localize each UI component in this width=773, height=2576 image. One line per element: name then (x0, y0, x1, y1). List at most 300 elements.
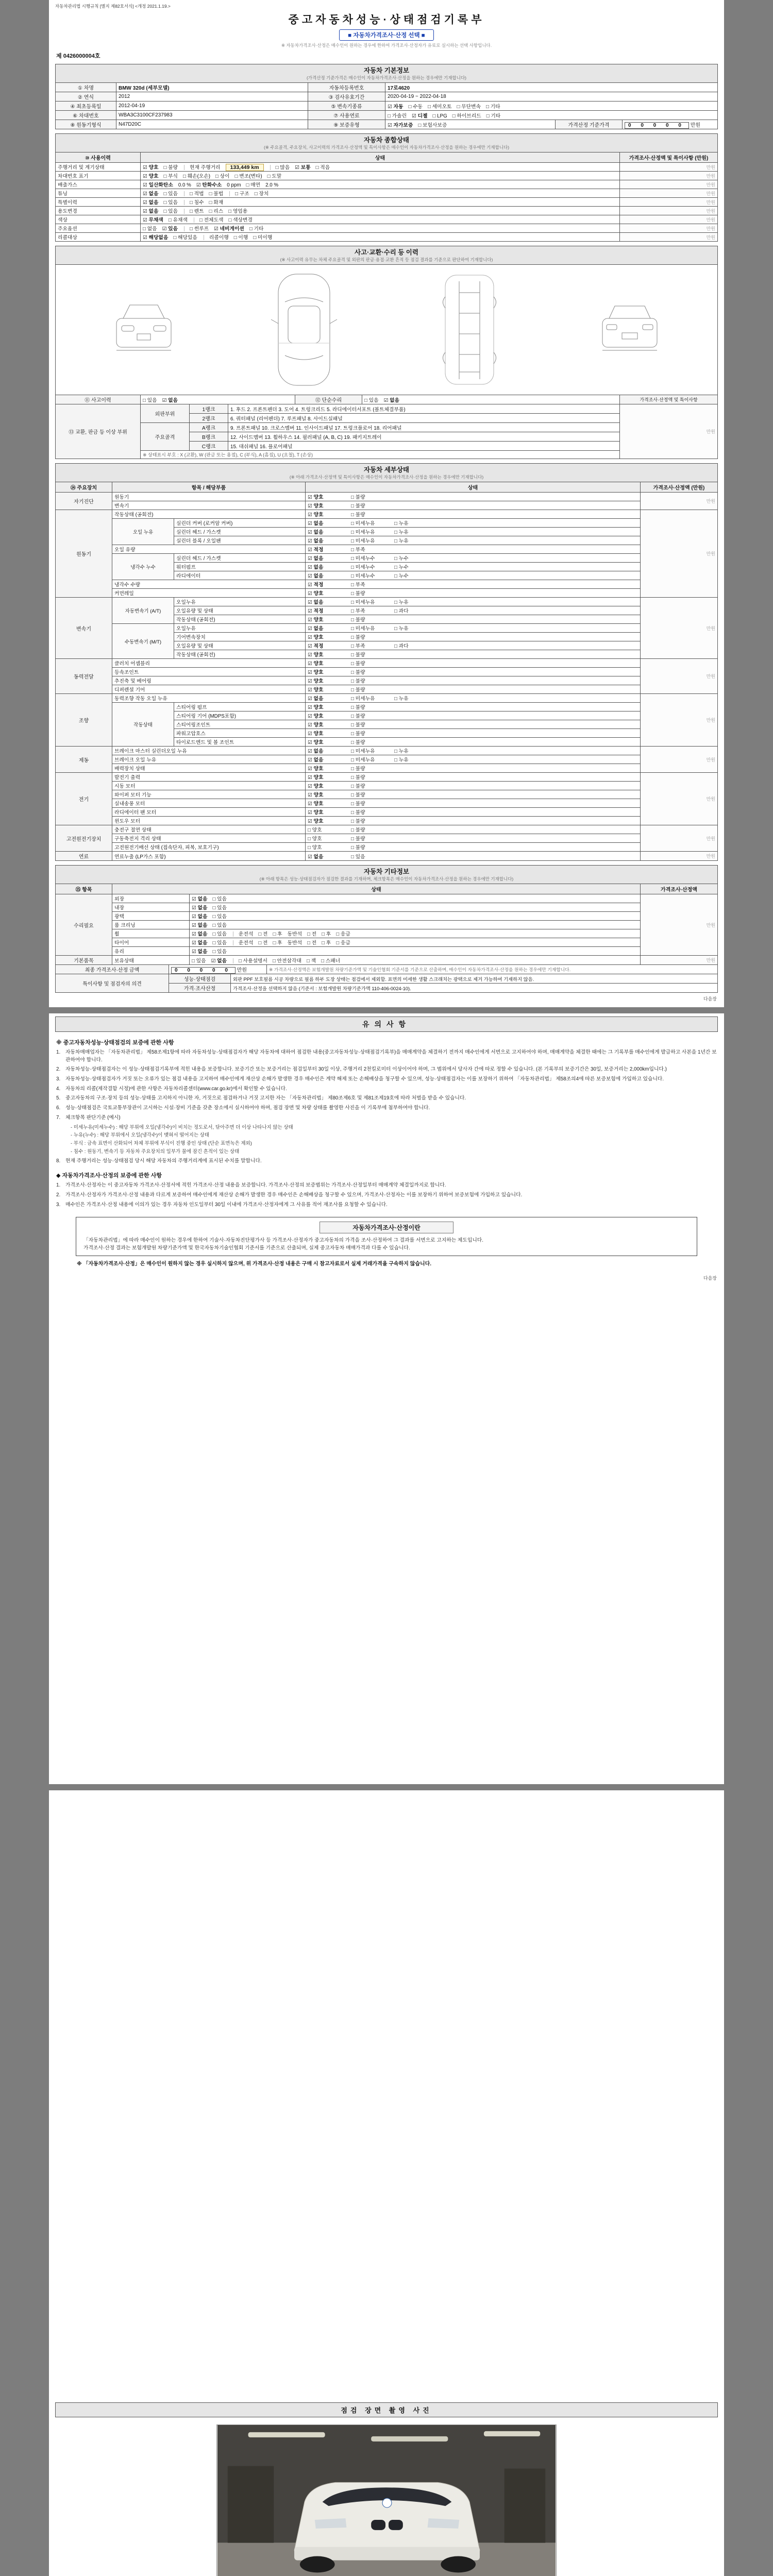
checkbox-unchecked[interactable]: □ 있음 (192, 958, 206, 964)
checkbox-unchecked[interactable]: □ 미세누수 (351, 573, 375, 579)
checkbox-checked[interactable]: ☑ 네비게이션 (214, 226, 244, 232)
checkbox-unchecked[interactable]: □ 누유 (394, 530, 409, 535)
table-row (56, 676, 718, 685)
price-survey-bold-note: ※ 「자동차가격조사·산정」은 매수인이 원하지 않는 경우 실시하지 않으며, 위 가격조사·산정 내용은 구매 시 참고자료로서 실제 거래가격을 구속하지 않습니다. (77, 1261, 432, 1267)
table-row (56, 180, 718, 189)
checkbox-unchecked[interactable]: □ 불량 (351, 801, 365, 807)
exchange-panel-label: ⑬ 교환, 판금 등 이상 부위 (56, 404, 141, 459)
checkbox-checked[interactable]: ☑ 디젤 (412, 113, 428, 119)
checkbox-checked[interactable]: ☑ 양호 (308, 810, 324, 816)
checkbox-unchecked[interactable]: □ 불법 (209, 191, 224, 197)
checkbox-unchecked[interactable]: □ 불량 (351, 810, 365, 816)
state-cell (306, 536, 641, 545)
checkbox-checked[interactable]: ☑ 없음 (308, 600, 324, 605)
checkbox-unchecked[interactable]: □ 불량 (163, 165, 178, 171)
engine-type-label: ⑧ 원동기형식 (56, 120, 116, 129)
opinion-label: 특이사항 및 점검자의 의견 (56, 974, 169, 993)
state-cell (306, 729, 641, 738)
checkbox-unchecked[interactable]: □ 있음 (212, 914, 227, 920)
checkbox-unchecked[interactable]: □ 전 (307, 940, 317, 946)
table-row (56, 233, 718, 242)
checkbox-unchecked[interactable]: □ 양호 (308, 827, 322, 833)
price-cell: 만원 (620, 215, 718, 224)
first-registration-label: ④ 최초등록일 (56, 101, 116, 111)
checkbox-unchecked[interactable]: □ 불량 (351, 766, 365, 772)
notice-text: 체크항목 판단기준 (예시) (65, 1114, 121, 1121)
checkbox-unchecked[interactable]: □ 썬루프 (190, 226, 209, 232)
checkbox-checked[interactable]: ☑ 양호 (143, 174, 159, 179)
checkbox-checked[interactable]: ☑ 없음 (308, 854, 324, 860)
checkbox-unchecked[interactable]: □ 불량 (351, 775, 365, 781)
checkbox-unchecked[interactable]: □ 미세누유 (351, 538, 375, 544)
state-cell (190, 938, 641, 947)
warranty-type-label: ⑨ 보증유형 (308, 120, 385, 129)
checkbox-checked[interactable]: ☑ 없음 (143, 200, 159, 206)
item-label: 추진축 및 베어링 (112, 676, 306, 685)
checkbox-checked[interactable]: ☑ 해당없음 (143, 235, 169, 241)
checkbox-checked[interactable]: ☑ 없음 (308, 573, 324, 579)
checkbox-unchecked[interactable]: □ 불량 (351, 687, 365, 693)
item-label: 실내송풍 모터 (112, 799, 306, 808)
price-cell: 만원 (620, 172, 718, 180)
state-cell (306, 764, 641, 773)
model-year-value: 2012 (116, 92, 308, 101)
checkbox-unchecked[interactable]: □ 부식 (163, 174, 178, 179)
checkbox-unchecked[interactable]: □ 누유 (394, 600, 409, 605)
checkbox-unchecked[interactable]: □ 리스 (209, 209, 224, 214)
checkbox-unchecked[interactable]: □ 후 (273, 931, 282, 937)
checkbox-checked[interactable]: ☑ 양호 (308, 591, 324, 597)
item-label: 내장 (112, 903, 190, 912)
checkbox-checked[interactable]: ☑ 없음 (308, 749, 324, 754)
notice-text: 가격조사·산정자가 가격조사·산정 내용과 다르게 보증하여 매수인에게 재산상 손해가 발생한 경우 매수인은 손해배상을 청구할 수 있으며, 가격조사·산정자는 이를 보장하기 위하여 보증보험에 가입하고 있습니다. (65, 1192, 523, 1198)
other-state-header: 상태 (112, 884, 641, 894)
checkbox-checked[interactable]: ☑ 없음 (308, 538, 324, 544)
inline-text: 운전석 (239, 940, 254, 946)
notice-number: 5. (56, 1095, 61, 1101)
checkbox-unchecked[interactable]: □ 있음 (212, 905, 227, 911)
checkbox-unchecked[interactable]: □ 있음 (364, 397, 379, 403)
checkbox-unchecked[interactable]: □ 응급 (336, 940, 350, 946)
checkbox-unchecked[interactable]: □ 불량 (351, 845, 365, 851)
rank-label: B랭크 (190, 432, 228, 442)
inspection-validity-value: 2020-04-19 ~ 2022-04-18 (385, 92, 718, 101)
checkbox-checked[interactable]: ☑ 없음 (192, 914, 208, 920)
checkbox-checked[interactable]: ☑ 양호 (308, 495, 324, 500)
checkbox-unchecked[interactable]: □ 전 (307, 931, 317, 937)
price-cell: 만원 (641, 694, 718, 747)
checkbox-unchecked[interactable]: □ 누수 (394, 565, 409, 570)
checkbox-checked[interactable]: ☑ 없음 (192, 896, 208, 902)
checkbox-unchecked[interactable]: □ 렌트 (190, 209, 204, 214)
checkbox-unchecked[interactable]: □ 미세누수 (351, 565, 375, 570)
checkbox-unchecked[interactable]: □ 불량 (351, 827, 365, 833)
checkbox-unchecked[interactable]: □ 미세누유 (351, 749, 375, 754)
checkbox-unchecked[interactable]: □ 전 (258, 931, 268, 937)
checkbox-unchecked[interactable]: □ 사용설명서 (239, 958, 267, 964)
checkbox-unchecked[interactable]: □ 불량 (351, 495, 365, 500)
checkbox-unchecked[interactable]: □ 불량 (351, 836, 365, 842)
notice-item (56, 1095, 717, 1103)
checkbox-checked[interactable]: ☑ 없음 (308, 626, 324, 632)
notice-text: 매수인은 가격조사·산정 내용에 이의가 있는 경우 자동차 인도일부터 30일 이내에 가격조사·산정자에게 그 사유를 적어 재조사를 요청할 수 있습니다. (65, 1201, 388, 1208)
checkbox-checked[interactable]: ☑ 탄화수소 (196, 182, 222, 188)
checkbox-checked[interactable]: ☑ 양호 (308, 705, 324, 710)
section-detail-title: 자동차 세부상태 (364, 466, 409, 473)
checkbox-unchecked[interactable]: □ 구조 (235, 191, 249, 197)
checkbox-checked[interactable]: ☑ 없음 (308, 556, 324, 562)
notice-item (56, 1076, 717, 1083)
checkbox-unchecked[interactable]: □ 침수 (190, 200, 204, 206)
checkbox-unchecked[interactable]: □ 수동 (408, 104, 423, 110)
checkbox-unchecked[interactable]: □ 누유 (394, 521, 409, 527)
document-number-prefix: 제 (56, 53, 62, 59)
state-cell (190, 903, 641, 912)
checkbox-unchecked[interactable]: □ 기타 (486, 113, 501, 119)
checkbox-unchecked[interactable]: □ 후 (322, 940, 331, 946)
final-price-label: 최종 가격조사·산정 금액 (56, 965, 169, 974)
checkbox-unchecked[interactable]: □ 미세누유 (351, 530, 375, 535)
item-label: 주행거리 및 계기상태 (56, 163, 141, 172)
notice-item (56, 1158, 717, 1165)
checkbox-unchecked[interactable]: □ 불량 (351, 661, 365, 667)
checkbox-unchecked[interactable]: □ 변조(변타) (234, 174, 262, 179)
checkbox-unchecked[interactable]: □ 불량 (351, 503, 365, 509)
table-header-row (56, 482, 718, 493)
checkbox-checked[interactable]: ☑ 자가보증 (388, 122, 413, 128)
checkbox-unchecked[interactable]: □ 미세누유 (351, 626, 375, 632)
checkbox-unchecked[interactable]: □ 하이브리드 (452, 113, 481, 119)
table-row (56, 703, 718, 711)
checkbox-checked[interactable]: ☑ 양호 (308, 512, 324, 518)
checkbox-checked[interactable]: ☑ 없음 (143, 209, 159, 214)
checkbox-unchecked[interactable]: □ 영업용 (228, 209, 248, 214)
checkbox-unchecked[interactable]: □ 색상변경 (228, 217, 253, 223)
checkbox-checked[interactable]: ☑ 없음 (308, 565, 324, 570)
checkbox-unchecked[interactable]: □ 부족 (351, 547, 365, 553)
checkbox-unchecked[interactable]: □ 있음 (212, 923, 227, 928)
item-label: 기어변속장치 (174, 633, 306, 641)
checkbox-unchecked[interactable]: □ 불량 (351, 512, 365, 518)
checkbox-unchecked[interactable]: □ 불량 (351, 705, 365, 710)
state-cell (306, 571, 641, 580)
opinion-row2-value: 가격조사·산정을 선택하지 않음 (기준서 : 보험개발원 차량기준가액 110-406-0024-10). (231, 984, 718, 993)
checkbox-checked[interactable]: ☑ 양호 (308, 617, 324, 623)
checkbox-unchecked[interactable]: □ 있음 (163, 200, 178, 206)
checkbox-unchecked[interactable]: □ 화재 (209, 200, 224, 206)
panel-items: 12. 사이드멤버 13. 휠하우스 14. 필러패널 (A, B, C) 19. 패키지트레이 (228, 432, 620, 442)
checkbox-unchecked[interactable]: □ 기타 (249, 226, 264, 232)
checkbox-unchecked[interactable]: □ 해당있음 (173, 235, 197, 241)
notice-item (56, 1114, 717, 1122)
checkbox-unchecked[interactable]: □ 미세누유 (351, 757, 375, 763)
checkbox-checked[interactable]: ☑ 없음 (211, 958, 227, 964)
checkbox-unchecked[interactable]: □ 미세누유 (351, 696, 375, 702)
checkbox-checked[interactable]: ☑ 없음 (308, 757, 324, 763)
checkbox-unchecked[interactable]: □ 무단변속 (457, 104, 481, 110)
checkbox-unchecked[interactable]: □ 이행 (233, 235, 248, 241)
checkbox-unchecked[interactable]: □ 미세누유 (351, 521, 375, 527)
checkbox-checked[interactable]: ☑ 양호 (308, 679, 324, 684)
item-label: 스티어링조인트 (174, 720, 306, 729)
item-label: 등속조인트 (112, 668, 306, 676)
vehicle-name-label: ① 차명 (56, 83, 116, 92)
checkbox-unchecked[interactable]: □ 장치 (254, 191, 269, 197)
checkbox-unchecked[interactable]: □ 후 (322, 931, 331, 937)
car-rear-view-diagram (596, 299, 663, 361)
checkbox-unchecked[interactable]: □ 스패너 (321, 958, 341, 964)
notices-section-b-heading: ◆ 자동차가격조사·산정의 보증에 관한 사항 (56, 1173, 162, 1179)
checkbox-unchecked[interactable]: □ 보험사보증 (418, 122, 447, 128)
checkbox-unchecked[interactable]: □ 불량 (351, 617, 365, 623)
table-row (56, 773, 718, 782)
state-cell (306, 782, 641, 790)
checkbox-checked[interactable]: ☑ 양호 (308, 687, 324, 693)
checkbox-unchecked[interactable]: □ 있음 (212, 940, 227, 946)
checkbox-unchecked[interactable]: □ 미세누유 (351, 600, 375, 605)
checkbox-unchecked[interactable]: □ 미세누수 (351, 556, 375, 562)
checkbox-unchecked[interactable]: □ 있음 (143, 397, 157, 403)
checkbox-checked[interactable]: ☑ 일산화탄소 (143, 182, 173, 188)
checkbox-unchecked[interactable]: □ 전 (258, 940, 268, 946)
inline-text: 운전석 (239, 931, 254, 937)
checkbox-checked[interactable]: ☑ 없음 (162, 397, 178, 403)
checkbox-unchecked[interactable]: □ 불량 (351, 679, 365, 684)
checkbox-unchecked[interactable]: □ 누유 (394, 626, 409, 632)
checkbox-checked[interactable]: ☑ 양호 (308, 819, 324, 824)
checkbox-checked[interactable]: ☑ 양호 (308, 652, 324, 658)
checkbox-unchecked[interactable]: □ 누유 (394, 757, 409, 763)
item-label: 워터펌프 (174, 563, 306, 571)
checkbox-unchecked[interactable]: □ 유채색 (168, 217, 188, 223)
state-cell (306, 808, 641, 817)
state-cell (190, 929, 641, 938)
checkbox-unchecked[interactable]: □ 불량 (351, 784, 365, 789)
notice-item (56, 1066, 717, 1074)
other-item-header: ⑮ 항목 (56, 884, 112, 894)
checkbox-unchecked[interactable]: □ 불량 (351, 792, 365, 798)
checkbox-checked[interactable]: ☑ 양호 (308, 714, 324, 719)
checkbox-unchecked[interactable]: □ 상이 (215, 174, 230, 179)
checkbox-unchecked[interactable]: □ 불량 (351, 635, 365, 640)
price-cell: 만원 (641, 894, 718, 956)
checkbox-unchecked[interactable]: □ 없음 (143, 226, 157, 232)
fuel-type-options (385, 111, 718, 120)
checkbox-checked[interactable]: ☑ 없음 (308, 530, 324, 535)
checkbox-checked[interactable]: ☑ 없음 (192, 905, 208, 911)
checkbox-unchecked[interactable]: □ 누유 (394, 749, 409, 754)
checkbox-unchecked[interactable]: □ 불량 (351, 670, 365, 675)
detail-price-header: 가격조사·산정액 (만원) (641, 482, 718, 493)
checkbox-checked[interactable]: ☑ 양호 (308, 766, 324, 772)
price-survey-definition-line2: 가격조사·산정 결과는 보험개발원 차량기준가액 및 한국자동차기술인협회 기준서를 기준으로 산출되며, 실제 중고자동차 매매가격과 다를 수 있습니다. (83, 1245, 410, 1251)
sub-group-label: 냉각수 누수 (112, 554, 174, 580)
section-accident-history (55, 246, 718, 265)
notice-text: 중고자동차의 구조·장치 등의 성능·상태를 고지하지 아니한 자, 거짓으로 점검하거나 거짓 고지한 자는 「자동차관리법」 제80조제6호 및 제81조제19호에 따라 처벌을 받을 수 있습니다. (65, 1095, 466, 1101)
state-cell (141, 163, 620, 172)
state-cell (141, 198, 620, 207)
checkbox-unchecked[interactable]: □ 기타 (486, 104, 500, 110)
group-label: 변속기 (56, 598, 112, 659)
checkbox-unchecked[interactable]: □ 전체도색 (199, 217, 224, 223)
section-overall-subnote: (※ 주요골격, 주요장치, 사고이력의 가격조사·산정액 및 특이사항은 매수인이 자동차가격조사·산정을 원하는 경우에만 기재합니다) (263, 145, 510, 150)
checkbox-checked[interactable]: ☑ 양호 (308, 784, 324, 789)
table-row (56, 834, 718, 843)
checkbox-checked[interactable]: ☑ 적정 (308, 608, 324, 614)
checkbox-unchecked[interactable]: □ 잭 (306, 958, 316, 964)
notices-section-a-heading: ※ 중고자동차성능·상태점검의 보증에 관한 사항 (56, 1040, 174, 1046)
item-label: 리콜대상 (56, 233, 141, 242)
price-cell: 만원 (641, 510, 718, 598)
vin-label: ⑥ 차대번호 (56, 111, 116, 120)
page-gap (0, 1784, 773, 1790)
checkbox-unchecked[interactable]: □ 불량 (351, 819, 365, 824)
checkbox-unchecked[interactable]: □ 양호 (308, 845, 322, 851)
item-part-header: 항목 / 해당부품 (112, 482, 306, 493)
divider (229, 191, 230, 196)
checkbox-checked[interactable]: ☑ 없음 (308, 521, 324, 527)
checkbox-checked[interactable]: ☑ 양호 (308, 731, 324, 737)
checkbox-unchecked[interactable]: □ LPG (432, 113, 447, 119)
group-label: 수리필요 (56, 894, 112, 956)
checkbox-checked[interactable]: ☑ 보통 (295, 165, 311, 171)
group-label: 조향 (56, 694, 112, 747)
checkbox-unchecked[interactable]: □ 누수 (394, 573, 409, 579)
item-label: 클러치 어셈블리 (112, 659, 306, 668)
item-label: 실린더 헤드 / 가스켓 (174, 528, 306, 536)
checkbox-unchecked[interactable]: □ 불량 (351, 652, 365, 658)
checkbox-checked[interactable]: ☑ 없음 (192, 931, 208, 937)
checkbox-unchecked[interactable]: □ 미이행 (253, 235, 273, 241)
table-row (56, 921, 718, 929)
checkbox-checked[interactable]: ☑ 적정 (308, 643, 324, 649)
checkbox-checked[interactable]: ☑ 양호 (308, 775, 324, 781)
checkbox-unchecked[interactable]: □ 부족 (351, 582, 365, 588)
checkbox-checked[interactable]: ☑ 없음 (192, 940, 208, 946)
checkbox-unchecked[interactable]: □ 부족 (351, 608, 365, 614)
checkbox-unchecked[interactable]: □ 세미오토 (428, 104, 452, 110)
checkbox-unchecked[interactable]: □ 누유 (394, 538, 409, 544)
checkbox-unchecked[interactable]: □ 안전삼각대 (272, 958, 301, 964)
checkbox-unchecked[interactable]: □ 누수 (394, 556, 409, 562)
checkbox-checked[interactable]: ☑ 양호 (308, 801, 324, 807)
simple-repair-label: ⑫ 단순수리 (295, 395, 362, 404)
checkbox-unchecked[interactable]: □ 있음 (351, 854, 365, 860)
checkbox-checked[interactable]: ☑ 없음 (308, 696, 324, 702)
group-label: 전기 (56, 773, 112, 825)
checkbox-unchecked[interactable]: □ 부족 (351, 643, 365, 649)
checkbox-unchecked[interactable]: □ 매연 (246, 182, 261, 188)
notices-title: 유의사항 (55, 1016, 718, 1032)
page-1-main-form (49, 0, 724, 1007)
checkbox-unchecked[interactable]: □ 있음 (212, 896, 227, 902)
checkbox-unchecked[interactable]: □ 훼손(오손) (183, 174, 211, 179)
checkbox-unchecked[interactable]: □ 응급 (336, 931, 350, 937)
table-row (56, 451, 718, 459)
checkbox-checked[interactable]: ☑ 양호 (308, 792, 324, 798)
checkbox-checked[interactable]: ☑ 양호 (308, 670, 324, 675)
checkbox-unchecked[interactable]: □ 가솔린 (388, 113, 407, 119)
item-label: 배출가스 (56, 180, 141, 189)
checkbox-unchecked[interactable]: □ 불량 (351, 731, 365, 737)
checkbox-unchecked[interactable]: □ 적음 (315, 165, 330, 171)
checkbox-unchecked[interactable]: □ 많음 (275, 165, 290, 171)
notice-item (56, 1201, 717, 1209)
checkbox-checked[interactable]: ☑ 양호 (308, 503, 324, 509)
checkbox-unchecked[interactable]: □ 후 (273, 940, 282, 946)
state-cell (141, 172, 620, 180)
car-front-view-diagram (110, 299, 177, 361)
state-cell (306, 519, 641, 528)
base-price-cell (623, 120, 718, 129)
checkbox-checked[interactable]: ☑ 적정 (308, 547, 324, 553)
checkbox-unchecked[interactable]: □ 누유 (394, 696, 409, 702)
item-label: 냉각수 수량 (112, 580, 306, 589)
checkbox-unchecked[interactable]: □ 불량 (351, 722, 365, 728)
checkbox-unchecked[interactable]: □ 적법 (190, 191, 204, 197)
checkbox-unchecked[interactable]: □ 있음 (212, 931, 227, 937)
checkbox-unchecked[interactable]: □ 있음 (163, 209, 178, 214)
opinion-row2-key: 가격·조사산정 (169, 984, 231, 993)
checkbox-unchecked[interactable]: □ 도말 (267, 174, 282, 179)
checkbox-checked[interactable]: ☑ 없음 (192, 923, 208, 928)
table-row (56, 111, 718, 120)
checkbox-unchecked[interactable]: □ 있음 (212, 949, 227, 955)
checkbox-checked[interactable]: ☑ 양호 (308, 635, 324, 640)
checkbox-checked[interactable]: ☑ 양호 (308, 661, 324, 667)
checkbox-checked[interactable]: ☑ 없음 (192, 949, 208, 955)
state-header: 상태 (141, 152, 620, 163)
checkbox-unchecked[interactable]: □ 불량 (351, 740, 365, 745)
checkbox-unchecked[interactable]: □ 과다 (394, 608, 409, 614)
checkbox-unchecked[interactable]: □ 양호 (308, 836, 322, 842)
group-label: 고전원전기장치 (56, 825, 112, 852)
item-label: 연료누출 (LP가스 포함) (112, 852, 306, 861)
checkbox-checked[interactable]: ☑ 양호 (143, 165, 159, 171)
checkbox-checked[interactable]: ☑ 있음 (162, 226, 178, 232)
item-label: 시동 모터 (112, 782, 306, 790)
checkbox-checked[interactable]: ☑ 양호 (308, 740, 324, 745)
group-label: 제동 (56, 747, 112, 773)
table-row (56, 694, 718, 703)
table-row (56, 207, 718, 215)
checkbox-unchecked[interactable]: □ 과다 (394, 643, 409, 649)
transmission-type-label: ⑤ 변속기종류 (308, 101, 385, 111)
notice-text: 자동차매매업자는 「자동차관리법」 제58조제1항에 따라 자동차성능·상태점검자가 해당 자동차에 대하여 점검한 내용(중고자동차성능·상태점검기록부)을 매매계약을 체결하기 전까지 매수인에게 서면으로 고지하여야 하며, 매매계약을 체결한 때에는 그 기록부를 매수인에게 발급하고 사본을 1년간 보관하여야 합니다. (65, 1049, 717, 1063)
checkbox-checked[interactable]: ☑ 자동 (388, 104, 404, 110)
accident-history-label: ⑪ 사고이력 (56, 395, 141, 404)
state-cell (306, 633, 641, 641)
checkbox-unchecked[interactable]: □ 있음 (163, 191, 178, 197)
simple-repair-options (362, 395, 620, 404)
item-label: 오일 유량 (112, 545, 306, 554)
checkbox-checked[interactable]: ☑ 없음 (383, 397, 400, 403)
checkbox-unchecked[interactable]: □ 불량 (351, 591, 365, 597)
checkbox-checked[interactable]: ☑ 적정 (308, 582, 324, 588)
accident-price-note-header: 가격조사·산정액 및 특이사항 (620, 395, 718, 404)
item-label: 실린더 헤드 / 가스켓 (174, 554, 306, 563)
state-cell (306, 528, 641, 536)
checkbox-unchecked[interactable]: □ 불량 (351, 714, 365, 719)
panel-zone-label: 주요골격 (141, 423, 190, 451)
section-basic-subnote: (가격산정 기준가격은 매수인이 자동차가격조사·산정을 원하는 경우에만 기재합니다) (306, 75, 467, 80)
table-row (56, 163, 718, 172)
checkbox-checked[interactable]: ☑ 없음 (143, 191, 159, 197)
checkbox-checked[interactable]: ☑ 양호 (308, 722, 324, 728)
price-cell: 만원 (641, 659, 718, 694)
checkbox-checked[interactable]: ☑ 무채색 (143, 217, 163, 223)
table-row (56, 947, 718, 956)
